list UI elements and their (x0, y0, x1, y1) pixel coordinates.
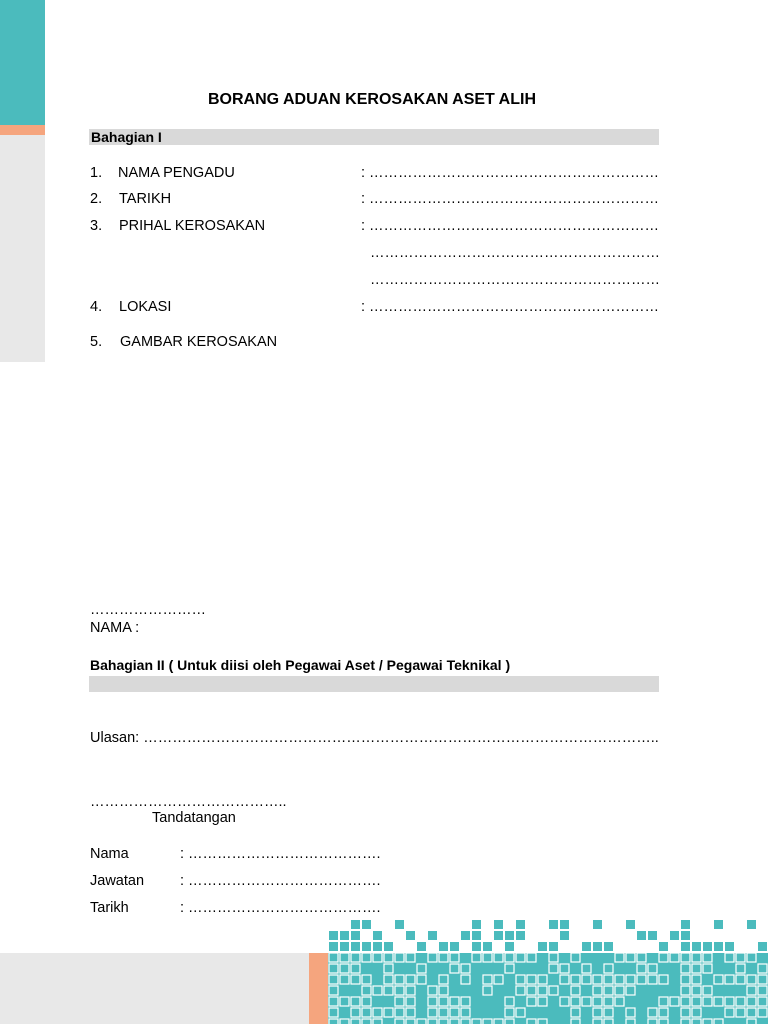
item-2-value: : …………………………………………………… (361, 191, 660, 207)
mosaic-pixel (351, 964, 360, 973)
mosaic-pixel (516, 975, 525, 984)
mosaic-pixel (549, 953, 558, 962)
mosaic-pixel (362, 1008, 371, 1017)
mosaic-pixel (593, 997, 602, 1006)
mosaic-pixel (703, 1019, 712, 1024)
mosaic-pixel (615, 975, 624, 984)
item-2-number: 2. (90, 191, 103, 207)
mosaic-pixel (736, 953, 745, 962)
mosaic-pixel (582, 942, 591, 951)
mosaic-pixel (571, 1019, 580, 1024)
mosaic-pixel (714, 997, 723, 1006)
mosaic-pixel (351, 1008, 360, 1017)
mosaic-pixel (626, 1008, 635, 1017)
mosaic-pixel (604, 1019, 613, 1024)
mosaic-pixel (406, 1008, 415, 1017)
mosaic-pixel (714, 920, 723, 929)
mosaic-pixel (747, 975, 756, 984)
mosaic-pixel (406, 986, 415, 995)
mosaic-pixel (571, 1008, 580, 1017)
mosaic-pixel (395, 975, 404, 984)
mosaic-pixel (439, 1019, 448, 1024)
mosaic-pixel (472, 920, 481, 929)
mosaic-pixel (604, 997, 613, 1006)
mosaic-pixel (417, 942, 426, 951)
mosaic-pixel (538, 1019, 547, 1024)
mosaic-pixel (725, 942, 734, 951)
mosaic-pixel (428, 953, 437, 962)
mosaic-pixel (736, 975, 745, 984)
mosaic-pixel (362, 997, 371, 1006)
mosaic-pixel (329, 953, 338, 962)
mosaic-pixel (571, 997, 580, 1006)
mosaic-pixel (681, 1019, 690, 1024)
mosaic-pixel (395, 953, 404, 962)
mosaic-pixel (593, 942, 602, 951)
mosaic-pixel (538, 997, 547, 1006)
item-3-label: PRIHAL KEROSAKAN (119, 218, 266, 234)
mosaic-pixel (527, 1019, 536, 1024)
mosaic-pixel (461, 997, 470, 1006)
mosaic-pixel (560, 997, 569, 1006)
mosaic-pixel (329, 975, 338, 984)
mosaic-pixel (692, 942, 701, 951)
mosaic-pixel (439, 986, 448, 995)
mosaic-pixel (692, 1019, 701, 1024)
item-5-number: 5. (90, 334, 103, 350)
mosaic-pixel (648, 1008, 657, 1017)
mosaic-pixel (659, 975, 668, 984)
mosaic-pixel (340, 942, 349, 951)
mosaic-pixel (725, 975, 734, 984)
item-4-label: LOKASI (119, 299, 172, 315)
mosaic-pixel (571, 975, 580, 984)
mosaic-pixel (648, 964, 657, 973)
mosaic-pixel (593, 920, 602, 929)
mosaic-pixel (703, 964, 712, 973)
mosaic-pixel (406, 931, 415, 940)
mosaic-pixel (351, 942, 360, 951)
mosaic-pixel (395, 986, 404, 995)
mosaic-pixel (417, 975, 426, 984)
mosaic-pixel (604, 986, 613, 995)
mosaic-pixel (340, 931, 349, 940)
mosaic-pixel (395, 997, 404, 1006)
mosaic-pixel (527, 975, 536, 984)
mosaic-pixel (703, 953, 712, 962)
item-1-number: 1. (90, 165, 103, 181)
mosaic-pixel (538, 942, 547, 951)
mosaic-pixel (329, 931, 338, 940)
mosaic-pixel (494, 975, 503, 984)
mosaic-pixel (329, 1008, 338, 1017)
mosaic-pixel (703, 942, 712, 951)
mosaic-pixel (648, 1019, 657, 1024)
mosaic-pixel (692, 964, 701, 973)
mosaic-pixel (725, 953, 734, 962)
mosaic-pixel (483, 975, 492, 984)
mosaic-pixel (626, 1019, 635, 1024)
mosaic-pixel (472, 1019, 481, 1024)
left-orange-accent (0, 125, 45, 135)
item-3-continuation-line: …………………………………………………… (370, 245, 660, 261)
mosaic-pixel (362, 953, 371, 962)
mosaic-pixel (472, 942, 481, 951)
mosaic-pixel (362, 1019, 371, 1024)
mosaic-pixel (406, 953, 415, 962)
mosaic-pixel (439, 975, 448, 984)
mosaic-pixel (648, 975, 657, 984)
mosaic-pixel (670, 953, 679, 962)
mosaic-pixel (461, 931, 470, 940)
mosaic-pixel (692, 986, 701, 995)
mosaic-pixel (362, 986, 371, 995)
mosaic-pixel (637, 964, 646, 973)
officer-date-label: Tarikh (90, 900, 129, 916)
mosaic-pixel (351, 953, 360, 962)
mosaic-pixel (582, 964, 591, 973)
mosaic-pixel (758, 986, 767, 995)
mosaic-pixel (560, 975, 569, 984)
mosaic-pixel (395, 1008, 404, 1017)
mosaic-pixel (637, 931, 646, 940)
mosaic-pixel (747, 997, 756, 1006)
mosaic-pixel (692, 953, 701, 962)
mosaic-pixel (659, 942, 668, 951)
mosaic-pixel (516, 1008, 525, 1017)
mosaic-pixel (604, 1008, 613, 1017)
mosaic-pixel (758, 1008, 767, 1017)
mosaic-pixel (560, 920, 569, 929)
mosaic-pixel (725, 997, 734, 1006)
form-title: BORANG ADUAN KEROSAKAN ASET ALIH (208, 91, 536, 108)
mosaic-pixel (494, 931, 503, 940)
mosaic-pixel (626, 920, 635, 929)
mosaic-pixel (483, 986, 492, 995)
mosaic-pixel (417, 964, 426, 973)
mosaic-pixel (516, 953, 525, 962)
officer-position-label: Jawatan (90, 873, 145, 889)
mosaic-pixel (681, 975, 690, 984)
mosaic-pixel (362, 942, 371, 951)
mosaic-pixel (560, 931, 569, 940)
mosaic-pixel (571, 953, 580, 962)
mosaic-pixel (670, 997, 679, 1006)
bottom-orange-accent (309, 953, 328, 1024)
mosaic-pixel (681, 1008, 690, 1017)
mosaic-pixel (516, 920, 525, 929)
mosaic-pixel (681, 931, 690, 940)
mosaic-pixel (670, 931, 679, 940)
item-3-number: 3. (90, 218, 103, 234)
mosaic-pixel (351, 1019, 360, 1024)
officer-signature-line: ………………………………….. (90, 794, 287, 810)
mosaic-pixel (373, 953, 382, 962)
mosaic-pixel (494, 953, 503, 962)
mosaic-pixel (549, 986, 558, 995)
item-4-value: : …………………………………………………… (361, 299, 660, 315)
mosaic-pixel (681, 964, 690, 973)
mosaic-pixel (494, 1019, 503, 1024)
item-3-continuation-line: …………………………………………………… (370, 272, 660, 288)
mosaic-pixel (395, 1019, 404, 1024)
mosaic-pixel (747, 920, 756, 929)
mosaic-pixel (439, 942, 448, 951)
mosaic-pixel (472, 953, 481, 962)
section2-heading-bar (89, 676, 659, 692)
mosaic-pixel (626, 953, 635, 962)
mosaic-pixel (527, 997, 536, 1006)
mosaic-pixel (648, 931, 657, 940)
mosaic-pixel (417, 1019, 426, 1024)
mosaic-pixel (406, 1019, 415, 1024)
mosaic-pixel (373, 1008, 382, 1017)
mosaic-pixel (505, 1019, 514, 1024)
mosaic-pixel (373, 986, 382, 995)
mosaic-pixel (351, 920, 360, 929)
mosaic-pixel (384, 986, 393, 995)
mosaic-pixel (736, 997, 745, 1006)
mosaic-pixel (439, 997, 448, 1006)
mosaic-pixel (758, 942, 767, 951)
mosaic-pixel (593, 1019, 602, 1024)
mosaic-pixel (450, 1019, 459, 1024)
mosaic-pixel (384, 953, 393, 962)
mosaic-pixel (758, 975, 767, 984)
mosaic-pixel (659, 1019, 668, 1024)
mosaic-pixel (626, 975, 635, 984)
mosaic-pixel (736, 964, 745, 973)
mosaic-pixel (692, 975, 701, 984)
left-gray-accent (0, 135, 45, 362)
mosaic-pixel (329, 942, 338, 951)
signature-label: Tandatangan (152, 810, 236, 826)
mosaic-pixel (692, 1008, 701, 1017)
mosaic-pixel (593, 975, 602, 984)
item-4-number: 4. (90, 299, 103, 315)
mosaic-pixel (725, 1008, 734, 1017)
mosaic-pixel (373, 931, 382, 940)
mosaic-pixel (516, 986, 525, 995)
mosaic-pixel (340, 953, 349, 962)
mosaic-pixel (340, 975, 349, 984)
mosaic-pixel (373, 942, 382, 951)
mosaic-pixel (472, 931, 481, 940)
section1-heading-bar (89, 129, 659, 145)
mosaic-pixel (681, 942, 690, 951)
mosaic-pixel (538, 986, 547, 995)
mosaic-pixel (362, 975, 371, 984)
mosaic-pixel (582, 997, 591, 1006)
mosaic-pixel (615, 986, 624, 995)
mosaic-pixel (384, 975, 393, 984)
mosaic-pixel (593, 986, 602, 995)
mosaic-pixel (439, 1008, 448, 1017)
mosaic-pixel (527, 986, 536, 995)
mosaic-pixel (714, 942, 723, 951)
item-1-value: : …………………………………………………… (361, 165, 660, 181)
mosaic-pixel (681, 986, 690, 995)
mosaic-pixel (703, 997, 712, 1006)
mosaic-pixel (450, 964, 459, 973)
pixel-mosaic-decoration (328, 915, 768, 1024)
mosaic-pixel (615, 953, 624, 962)
mosaic-pixel (461, 975, 470, 984)
mosaic-pixel (428, 986, 437, 995)
complainant-name-label: NAMA : (90, 620, 140, 636)
mosaic-pixel (505, 953, 514, 962)
officer-name-value: : …………………………………. (180, 846, 381, 862)
mosaic-pixel (406, 997, 415, 1006)
item-5-label: GAMBAR KEROSAKAN (120, 334, 278, 350)
mosaic-pixel (659, 953, 668, 962)
mosaic-pixel (494, 920, 503, 929)
mosaic-pixel (637, 953, 646, 962)
mosaic-pixel (329, 986, 338, 995)
mosaic-pixel (604, 975, 613, 984)
mosaic-pixel (384, 1008, 393, 1017)
mosaic-pixel (681, 953, 690, 962)
mosaic-pixel (483, 953, 492, 962)
mosaic-pixel (329, 964, 338, 973)
officer-position-value: : …………………………………. (180, 873, 381, 889)
mosaic-pixel (747, 1008, 756, 1017)
mosaic-pixel (626, 986, 635, 995)
mosaic-pixel (340, 964, 349, 973)
mosaic-pixel (351, 975, 360, 984)
mosaic-pixel (428, 1019, 437, 1024)
mosaic-pixel (527, 953, 536, 962)
mosaic-pixel (747, 953, 756, 962)
item-2-label: TARIKH (119, 191, 172, 207)
mosaic-pixel (549, 942, 558, 951)
mosaic-pixel (450, 953, 459, 962)
mosaic-pixel (758, 964, 767, 973)
mosaic-pixel (747, 1019, 756, 1024)
section2-heading: Bahagian II ( Untuk diisi oleh Pegawai Aset / Pegawai Teknikal ) (90, 657, 511, 673)
mosaic-pixel (758, 997, 767, 1006)
mosaic-pixel (593, 1008, 602, 1017)
mosaic-pixel (483, 942, 492, 951)
mosaic-pixel (505, 1008, 514, 1017)
mosaic-pixel (516, 931, 525, 940)
mosaic-pixel (450, 997, 459, 1006)
mosaic-pixel (714, 1019, 723, 1024)
mosaic-pixel (329, 997, 338, 1006)
mosaic-pixel (736, 1008, 745, 1017)
complainant-signature-line: …………………… (90, 602, 206, 618)
mosaic-pixel (329, 1019, 338, 1024)
mosaic-pixel (681, 920, 690, 929)
remark-line: Ulasan: …………………………………………………………………………………………….. (90, 730, 659, 746)
mosaic-pixel (384, 942, 393, 951)
mosaic-pixel (505, 942, 514, 951)
mosaic-pixel (714, 975, 723, 984)
mosaic-pixel (505, 997, 514, 1006)
mosaic-pixel (351, 997, 360, 1006)
mosaic-pixel (549, 964, 558, 973)
mosaic-pixel (439, 953, 448, 962)
mosaic-pixel (571, 986, 580, 995)
mosaic-pixel (505, 964, 514, 973)
mosaic-pixel (428, 997, 437, 1006)
mosaic-pixel (461, 964, 470, 973)
mosaic-pixel (461, 1008, 470, 1017)
mosaic-pixel (637, 975, 646, 984)
mosaic-pixel (483, 1019, 492, 1024)
mosaic-pixel (428, 1008, 437, 1017)
mosaic-pixel (681, 997, 690, 1006)
mosaic-pixel (450, 1008, 459, 1017)
mosaic-pixel (604, 964, 613, 973)
mosaic-pixel (615, 997, 624, 1006)
mosaic-pixel (461, 1019, 470, 1024)
mosaic-pixel (659, 997, 668, 1006)
mosaic-pixel (373, 1019, 382, 1024)
mosaic-pixel (340, 997, 349, 1006)
mosaic-pixel (340, 1019, 349, 1024)
mosaic-pixel (560, 964, 569, 973)
mosaic-pixel (549, 920, 558, 929)
mosaic-pixel (505, 931, 514, 940)
mosaic-pixel (384, 964, 393, 973)
mosaic-pixel (351, 931, 360, 940)
mosaic-pixel (747, 986, 756, 995)
officer-date-value: : …………………………………. (180, 900, 381, 916)
item-3-value: : …………………………………………………… (361, 218, 660, 234)
mosaic-pixel (604, 942, 613, 951)
item-1-label: NAMA PENGADU (118, 165, 235, 181)
mosaic-pixel (538, 975, 547, 984)
mosaic-pixel (450, 942, 459, 951)
officer-name-label: Nama (90, 846, 129, 862)
mosaic-pixel (362, 920, 371, 929)
mosaic-pixel (428, 931, 437, 940)
section1-heading: Bahagian I (91, 129, 162, 145)
mosaic-pixel (582, 975, 591, 984)
mosaic-pixel (692, 997, 701, 1006)
mosaic-pixel (406, 975, 415, 984)
mosaic-pixel (659, 1008, 668, 1017)
mosaic-pixel (395, 920, 404, 929)
mosaic-pixel (703, 986, 712, 995)
